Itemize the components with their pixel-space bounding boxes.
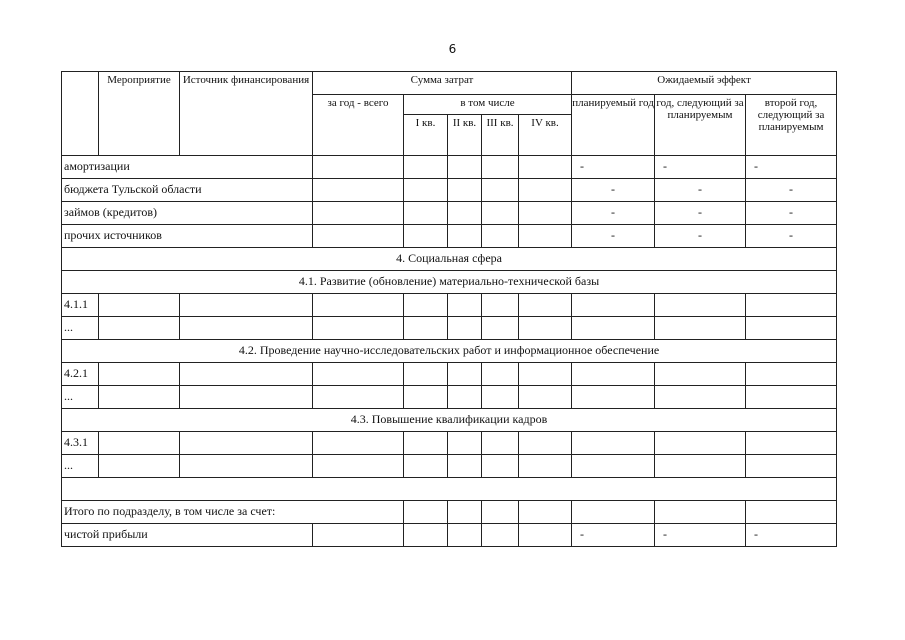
total-row [62, 501, 837, 524]
dash-cell: - [746, 524, 837, 547]
header-blank-cell [62, 72, 99, 156]
header-q3: III кв. [482, 115, 519, 156]
table-row [62, 317, 837, 340]
dash-cell: - [572, 179, 655, 202]
source-row [62, 225, 837, 248]
header-q1: I кв. [404, 115, 448, 156]
dash-cell: - [655, 524, 746, 547]
dash-cell: - [655, 225, 746, 248]
dash-cell: - [572, 202, 655, 225]
header-including: в том числе [404, 95, 572, 115]
header-per-year: за год - всего [313, 95, 404, 156]
cost-effect-table [61, 71, 837, 547]
header-measure: Мероприятие [99, 72, 180, 156]
dash-cell: - [572, 225, 655, 248]
table-row [62, 432, 837, 455]
subsection-title: 4.2. Проведение научно-исследовательских работ и информационное обеспечение [62, 340, 837, 363]
row-number: 4.3.1 [62, 432, 99, 455]
dash-cell: - [746, 156, 837, 179]
subsection-title: 4.1. Развитие (обновление) материально-технической базы [62, 271, 837, 294]
table-row [62, 455, 837, 478]
header-q4: IV кв. [519, 115, 572, 156]
source-label: бюджета Тульской области [62, 179, 313, 202]
header-q2: II кв. [448, 115, 482, 156]
header-next-year: год, следующий за планируемым [655, 95, 746, 156]
source-row [62, 202, 837, 225]
source-label: прочих источников [62, 225, 313, 248]
row-number: 4.1.1 [62, 294, 99, 317]
table-row [62, 363, 837, 386]
subsection-title: 4.3. Повышение квалификации кадров [62, 409, 837, 432]
net-profit-label: чистой прибыли [62, 524, 313, 547]
header-cost-sum: Сумма затрат [313, 72, 572, 95]
header-second-year: второй год, следующий за планируемым [746, 95, 837, 156]
source-row [62, 179, 837, 202]
row-number: ... [62, 386, 99, 409]
total-label: Итого по подразделу, в том числе за счет: [62, 501, 404, 524]
source-label: амортизации [62, 156, 313, 179]
row-number: ... [62, 455, 99, 478]
dash-cell: - [655, 179, 746, 202]
dash-cell: - [572, 156, 655, 179]
section-title: 4. Социальная сфера [62, 248, 837, 271]
row-number: ... [62, 317, 99, 340]
header-planned-year: планируемый год [572, 95, 655, 156]
dash-cell: - [572, 524, 655, 547]
source-label: займов (кредитов) [62, 202, 313, 225]
table-row [62, 294, 837, 317]
page-number: 6 [448, 42, 457, 56]
table-row [62, 386, 837, 409]
dash-cell: - [655, 202, 746, 225]
dash-cell: - [746, 202, 837, 225]
dash-cell: - [655, 156, 746, 179]
blank-row [62, 478, 837, 501]
header-expected-effect: Ожидаемый эффект [572, 72, 837, 95]
source-row [62, 156, 837, 179]
dash-cell: - [746, 225, 837, 248]
header-source: Источник финансирования [180, 72, 313, 156]
net-profit-row [62, 524, 837, 547]
dash-cell: - [746, 179, 837, 202]
row-number: 4.2.1 [62, 363, 99, 386]
